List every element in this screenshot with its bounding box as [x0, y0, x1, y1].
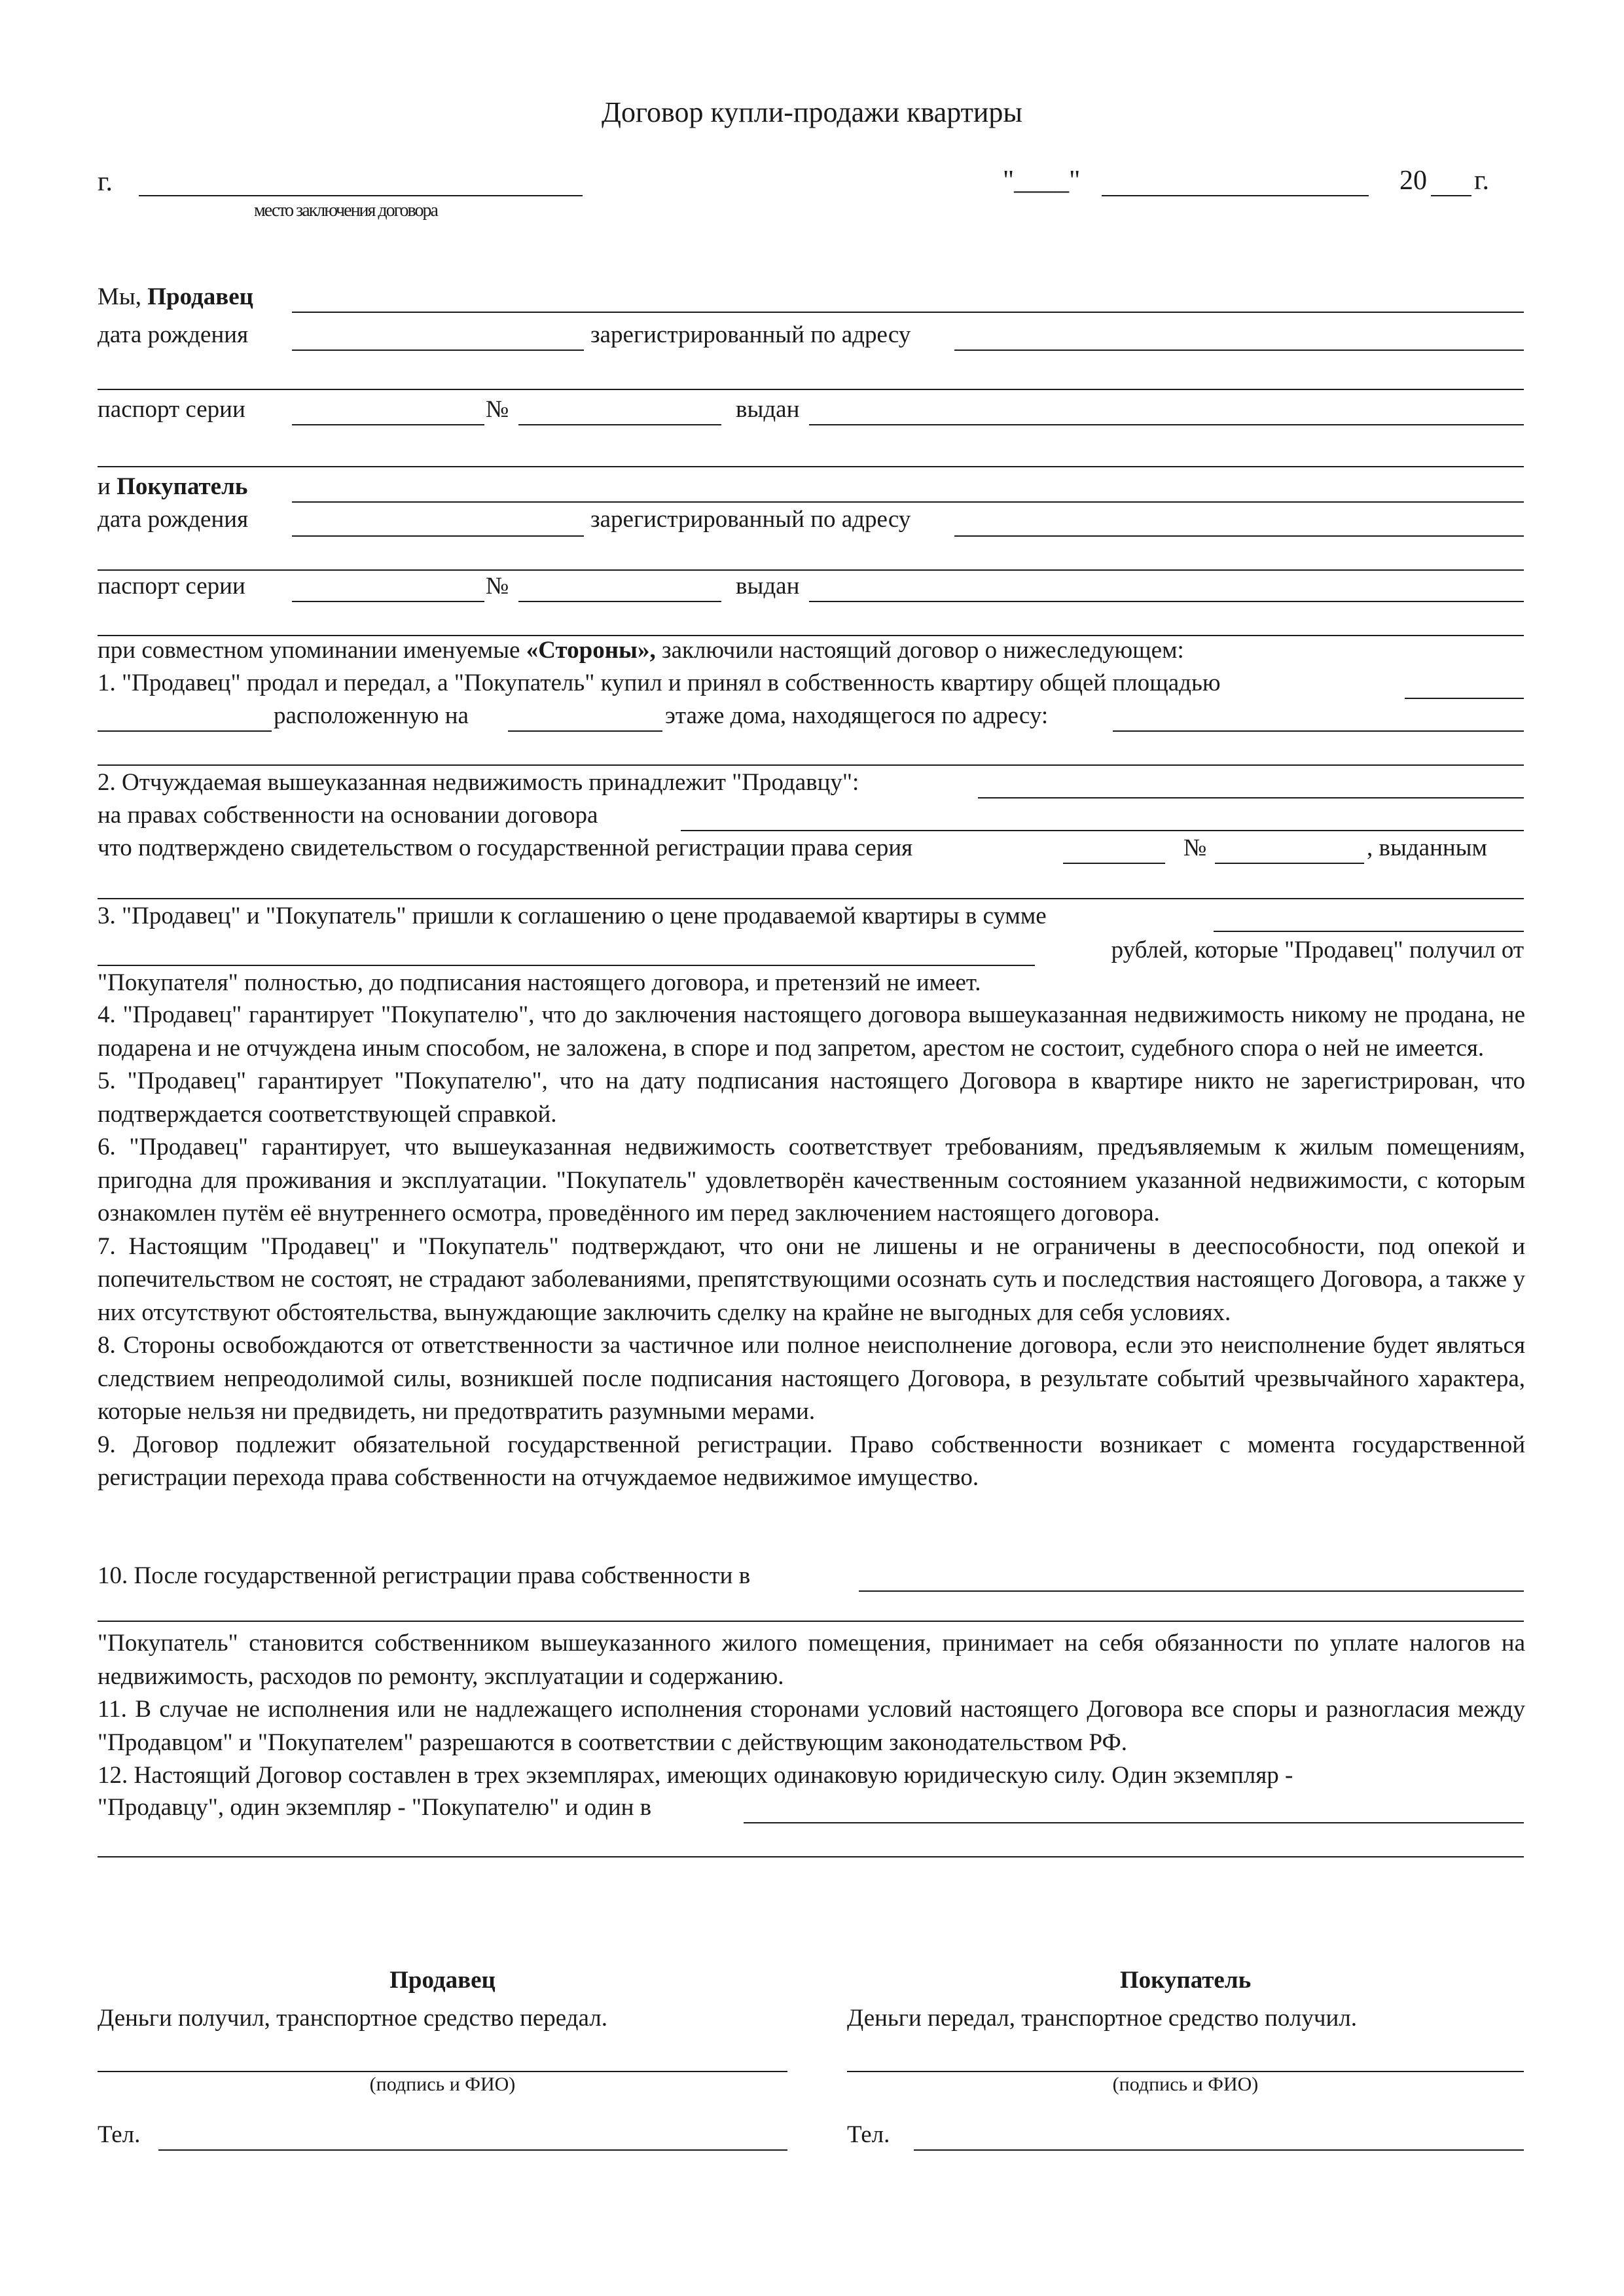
clause-4: 4. "Продавец" гарантирует "Покупателю", что до заключения настоящего договора вышеуказанная недвижимость никому не продана, не подарена и не отчуждена иным способом, не заложена, в споре и под запретом, арестом не состоит, судебного спора о ней не имеется. — [98, 1001, 1525, 1062]
clause-5: 5. "Продавец" гарантирует "Покупателю", что на дату подписания настоящего Договора в квартире никто не зарегистрирован, что подтверждается соответствующей справкой. — [98, 1067, 1525, 1128]
we-text: Мы, — [98, 283, 142, 310]
buyer-address-line2[interactable] — [98, 569, 1524, 571]
buyer-signature-field[interactable] — [847, 2071, 1524, 2072]
clause-1-address: этаже дома, находящегося по адресу: — [665, 702, 1049, 729]
seller-passport-label: паспорт серии — [98, 396, 245, 423]
area-field[interactable] — [1405, 698, 1524, 699]
seller-passport-number-field[interactable] — [518, 424, 721, 425]
buyer-note: Деньги передал, транспортное средство получил. — [847, 2005, 1358, 2032]
price-field[interactable] — [1214, 931, 1524, 932]
seller-signature-field[interactable] — [98, 2071, 787, 2072]
ownership-field[interactable] — [978, 797, 1524, 798]
year-prefix: 20 — [1399, 166, 1427, 196]
clause-1-line1: 1. "Продавец" продал и передал, а "Покупатель" купил и принял в собственность квартиру общей площадью — [98, 670, 1221, 696]
seller-label: Продавец — [147, 283, 253, 310]
floor-field[interactable] — [508, 730, 662, 732]
seller-issued-label: выдан — [736, 396, 800, 423]
buyer-passport-label: паспорт серии — [98, 573, 245, 600]
clause-12-line1: 12. Настоящий Договор составлен в трех экземплярах, имеющих одинаковую юридическую силу. Один экземпляр - — [98, 1762, 1293, 1789]
buyer-phone-field[interactable] — [914, 2149, 1524, 2151]
clause-2-number-sign: № — [1183, 834, 1207, 861]
year-suffix: г. — [1474, 166, 1489, 196]
seller-passport-series-field[interactable] — [292, 424, 484, 425]
price-words-field[interactable] — [98, 965, 1035, 966]
seller-phone-label: Тел. — [98, 2121, 141, 2148]
clause-10-continuation: "Покупатель" становится собственником вышеуказанного жилого помещения, принимает на себя обязанности по уплате налогов на недвижимость, расходов по ремонту, эксплуатации и содержанию. — [98, 1630, 1525, 1690]
seller-phone-field[interactable] — [158, 2149, 787, 2151]
clause-1-located: расположенную на — [274, 702, 469, 729]
clause-8: 8. Стороны освобождаются от ответственности за частичное или полное неисполнение договора, если это неисполнение будет являться следствием непреодолимой силы, возникшей после подписания настоящего Договора, в результате событий чрезвычайного характера, которые нельзя ни предвидеть, ни предотвратить разумными мерами. — [98, 1332, 1525, 1425]
seller-note: Деньги получил, транспортное средство передал. — [98, 2005, 608, 2032]
seller-registered-label: зарегистрированный по адресу — [590, 321, 911, 348]
area-field-cont[interactable] — [98, 730, 272, 732]
clause-2-line3: что подтверждено свидетельством о государственной регистрации права серия — [98, 834, 913, 861]
buyer-birth-label: дата рождения — [98, 506, 249, 533]
seller-number-sign: № — [486, 396, 509, 423]
buyer-passport-number-field[interactable] — [518, 601, 721, 602]
basis-contract-field[interactable] — [681, 830, 1524, 831]
certificate-number-field[interactable] — [1215, 863, 1364, 864]
buyer-label: Покупатель — [117, 473, 248, 500]
buyer-heading: Покупатель — [1119, 1967, 1252, 1994]
property-address-line2[interactable] — [98, 764, 1524, 766]
seller-birth-label: дата рождения — [98, 321, 249, 348]
city-prefix: г. — [98, 167, 113, 197]
place-caption: место заключения договора — [254, 200, 437, 221]
buyer-signature-caption: (подпись и ФИО) — [1112, 2073, 1259, 2095]
document-title: Договор купли-продажи квартиры — [602, 96, 1022, 128]
buyer-address-field[interactable] — [954, 535, 1524, 537]
date-day-quote: "____" — [1003, 166, 1081, 196]
seller-birth-field[interactable] — [292, 350, 584, 351]
seller-issued-field[interactable] — [809, 424, 1524, 425]
clause-3-line1: 3. "Продавец" и "Покупатель" пришли к соглашению о цене продаваемой квартиры в сумме — [98, 903, 1047, 929]
certificate-series-field[interactable] — [1063, 863, 1165, 864]
clauses-body-2 — [98, 1627, 1525, 1793]
parties-term: «Стороны», — [526, 637, 656, 664]
clause-2-line1: 2. Отчуждаемая вышеуказанная недвижимость принадлежит "Продавцу": — [98, 769, 859, 796]
seller-address-field[interactable] — [954, 350, 1524, 351]
clauses-intro — [98, 636, 1184, 665]
year-field[interactable] — [1431, 195, 1471, 196]
third-copy-holder-line2[interactable] — [98, 1856, 1524, 1857]
clause-2-line2: на правах собственности на основании договора — [98, 802, 598, 829]
clause-6: 6. "Продавец" гарантирует, что вышеуказанная недвижимость соответствует требованиям, предъявляемым к жилым помещениям, пригодна для проживания и эксплуатации. "Покупатель" удовлетворён качественным состоянием указанной недвижимости, с которым ознакомлен путём её внутреннего осмотра, проведённого им перед заключением настоящего договора. — [98, 1134, 1525, 1227]
buyer-passport-series-field[interactable] — [292, 601, 484, 602]
registration-authority-line2[interactable] — [98, 1621, 1524, 1622]
registration-authority-field[interactable] — [859, 1590, 1524, 1592]
intro-text-end: заключили настоящий договор о нижеследующем: — [655, 637, 1184, 664]
place-field[interactable] — [139, 195, 583, 196]
clause-7: 7. Настоящим "Продавец" и "Покупатель" подтверждают, что они не лишены и не ограничены в дееспособности, под опекой и попечительством не состоят, не страдают заболеваниями, препятствующими осознать суть и последствия настоящего Договора, а также у них отсутствуют обстоятельства, вынуждающие заключить сделку на крайне не выгодных для себя условиях. — [98, 1232, 1525, 1326]
seller-signature-caption: (подпись и ФИО) — [369, 2073, 516, 2095]
certificate-issuer-field[interactable] — [98, 898, 1524, 899]
buyer-phone-label: Тел. — [847, 2121, 890, 2148]
buyer-intro — [98, 473, 247, 501]
date-month-field[interactable] — [1102, 195, 1369, 196]
clause-3-line3: "Покупателя" полностью, до подписания настоящего договора, и претензий не имеет. — [98, 969, 981, 996]
buyer-birth-field[interactable] — [292, 535, 584, 537]
seller-address-line2[interactable] — [98, 389, 1524, 390]
clause-12-line2: "Продавцу", один экземпляр - "Покупателю" и один в — [98, 1794, 652, 1821]
buyer-registered-label: зарегистрированный по адресу — [590, 506, 911, 533]
clause-3-rubles: рублей, которые "Продавец" получил от — [1111, 937, 1524, 963]
and-text: и — [98, 473, 111, 500]
intro-text: при совместном упоминании именуемые — [98, 637, 526, 664]
clause-9: 9. Договор подлежит обязательной государственной регистрации. Право собственности возникает с момента государственной регистрации перехода права собственности на отчуждаемое недвижимое имущество. — [98, 1431, 1525, 1491]
property-address-field[interactable] — [1113, 730, 1524, 732]
buyer-name-field[interactable] — [292, 501, 1524, 503]
buyer-number-sign: № — [486, 573, 509, 600]
clause-10: 10. После государственной регистрации права собственности в — [98, 1562, 751, 1589]
third-copy-holder-field[interactable] — [744, 1822, 1524, 1823]
seller-intro — [98, 283, 253, 312]
buyer-issued-field[interactable] — [809, 601, 1524, 602]
seller-heading: Продавец — [389, 1967, 496, 1994]
clauses-body — [98, 999, 1525, 1495]
seller-issued-line2[interactable] — [98, 466, 1524, 467]
seller-name-field[interactable] — [292, 312, 1524, 313]
clause-11: 11. В случае не исполнения или не надлежащего исполнения сторонами условий настоящего Договора все споры и разногласия между "Продавцом" и "Покупателем" разрешаются в соответствии с действующим законодательством РФ. — [98, 1696, 1525, 1756]
clause-2-issued: , выданным — [1367, 834, 1487, 861]
buyer-issued-label: выдан — [736, 573, 800, 600]
